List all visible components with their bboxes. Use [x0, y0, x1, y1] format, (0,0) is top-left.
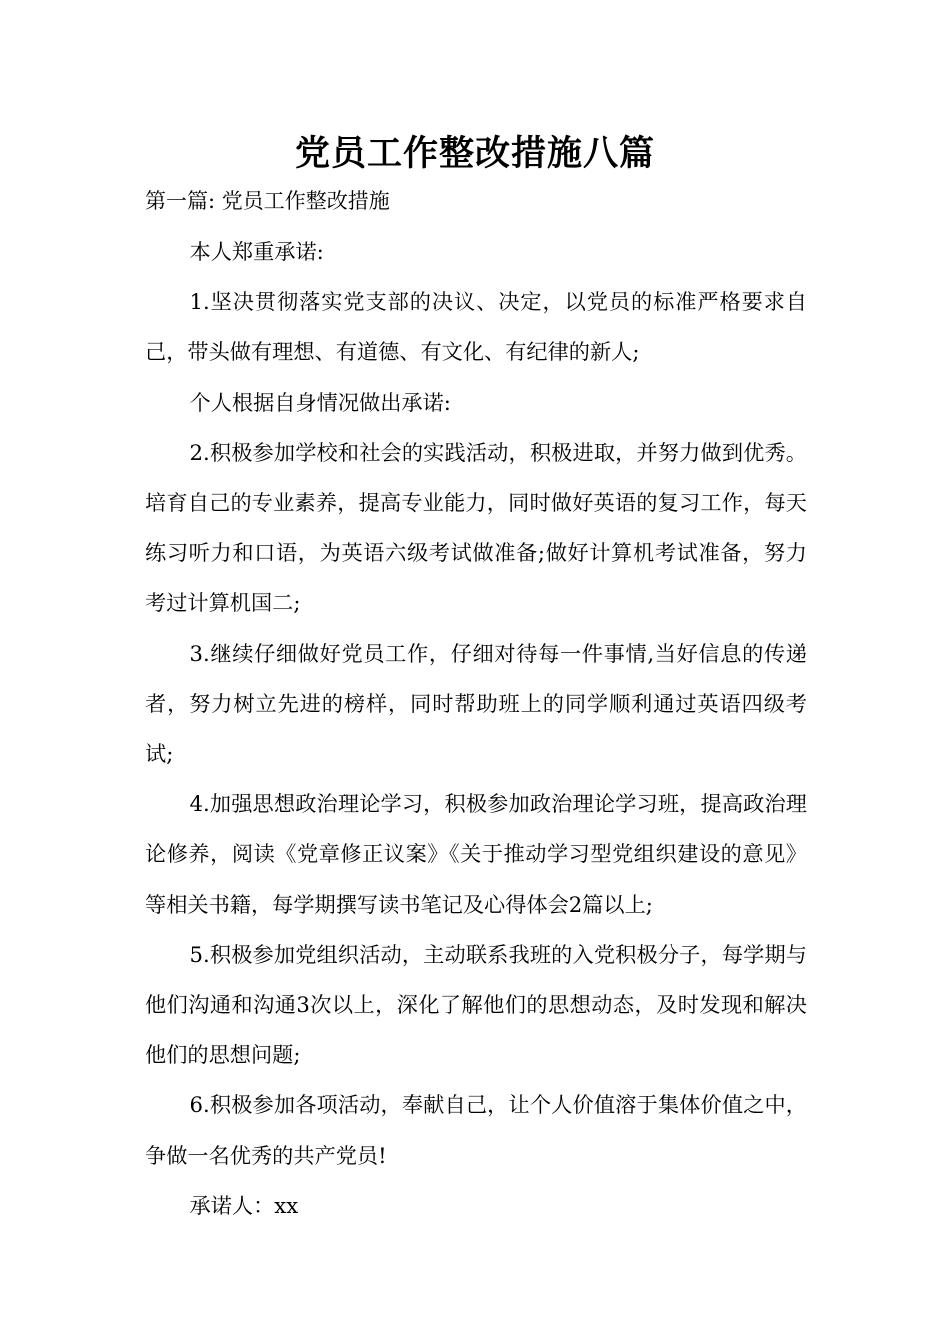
signature-line: 承诺人：xx [189, 1192, 299, 1218]
paragraph-item-1: 1.坚决贯彻落实党支部的决议、决定，以党员的标准严格要求自己，带头做有理想、有道德、有文化、有纪律的新人; [145, 289, 807, 365]
paragraph-intro: 本人郑重承诺: [189, 239, 324, 264]
paragraph-item-6: 6.积极参加各项活动，奉献自己，让个人价值溶于集体价值之中，争做一名优秀的共产党员! [145, 1092, 807, 1168]
paragraph-item-2: 2.积极参加学校和社会的实践活动，积极进取，并努力做到优秀。培育自己的专业素养，提高专业能力，同时做好英语的复习工作，每天练习听力和口语，为英语六级考试做准备;做好计算机考试准备，努力考过计算机国二; [145, 439, 807, 616]
paragraph-personal-intro: 个人根据自身情况做出承诺: [189, 389, 451, 415]
section-heading: 第一篇: 党员工作整改措施 [145, 189, 390, 213]
paragraph-item-3: 3.继续仔细做好党员工作，仔细对待每一件事情,当好信息的传递者，努力树立先进的榜样，同时帮助班上的同学顺利通过英语四级考试; [145, 640, 807, 767]
document-body [145, 227, 807, 1231]
paragraph-item-4: 4.加强思想政治理论学习，积极参加政治理论学习班，提高政治理论修养，阅读《党章修正议案》《关于推动学习型党组织建设的意见》等相关书籍，每学期撰写读书笔记及心得体会2篇以上; [145, 791, 807, 917]
paragraph-item-5: 5.积极参加党组织活动，主动联系我班的入党积极分子，每学期与他们沟通和沟通3次以上，深化了解他们的思想动态，及时发现和解决他们的思想问题; [145, 941, 807, 1068]
document-title: 党员工作整改措施八篇 [294, 134, 655, 174]
